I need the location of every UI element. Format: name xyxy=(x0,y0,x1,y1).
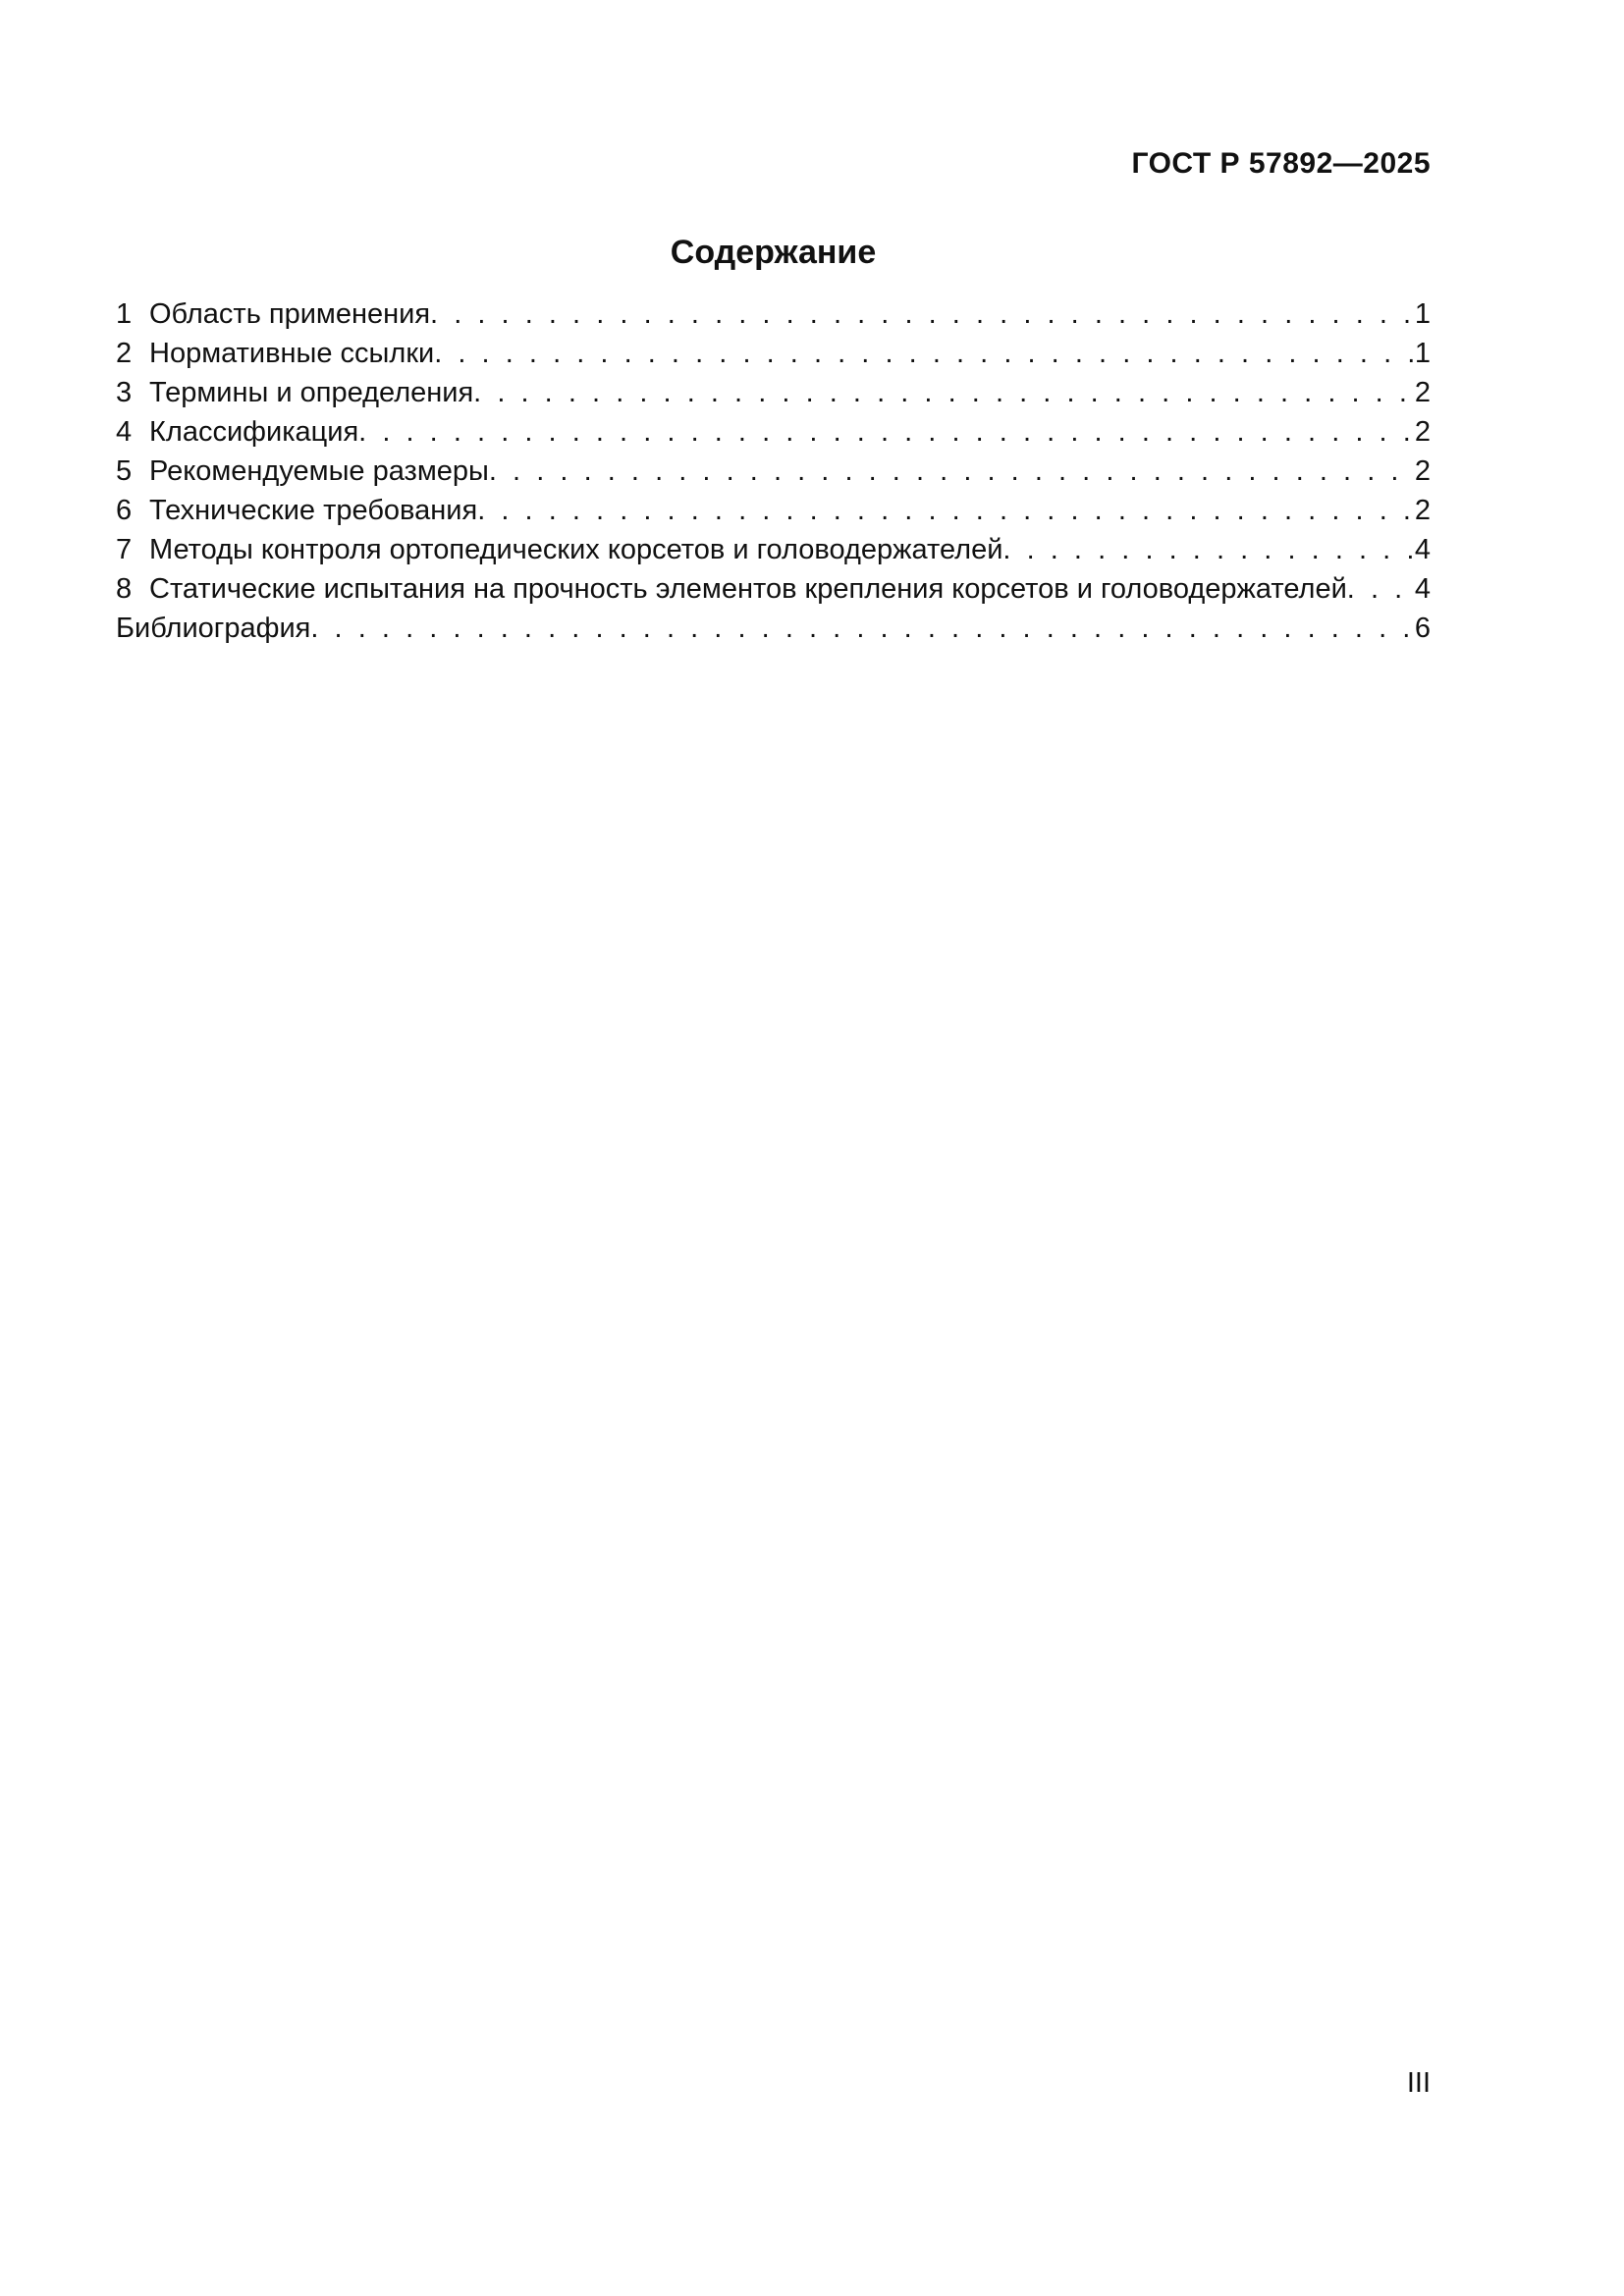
toc-title: Содержание xyxy=(670,234,877,271)
document-code: ГОСТ Р 57892—2025 xyxy=(1131,147,1431,180)
toc-entry-label: Технические требования xyxy=(149,495,478,526)
toc-entry xyxy=(116,569,1431,609)
toc-entry-number: 7 xyxy=(116,534,133,565)
toc-dot-leader xyxy=(477,491,1415,530)
toc-entry-label: Нормативные ссылки xyxy=(149,338,435,369)
toc-dot-leader xyxy=(1347,569,1415,609)
toc-entry-page: 2 xyxy=(1414,416,1431,448)
toc-entry xyxy=(116,491,1431,530)
page-number-footer: III xyxy=(1406,2067,1431,2099)
toc-dot-leader xyxy=(473,373,1415,412)
toc-entry-number: 6 xyxy=(116,495,133,526)
toc-list xyxy=(116,294,1431,648)
toc-entry-page: 2 xyxy=(1414,495,1431,526)
toc-entry xyxy=(116,373,1431,412)
toc-entry-page: 4 xyxy=(1414,534,1431,565)
toc-entry xyxy=(116,294,1431,334)
toc-dot-leader xyxy=(489,452,1415,491)
toc-entry-label: Статические испытания на прочность элементов крепления корсетов и головодержателей xyxy=(149,573,1347,605)
toc-entry-page: 2 xyxy=(1414,455,1431,487)
toc-dot-leader xyxy=(430,294,1415,334)
toc-entry-number: 2 xyxy=(116,338,133,369)
toc-entry-number: 4 xyxy=(116,416,133,448)
toc-entry-label: Термины и определения xyxy=(149,377,474,408)
toc-entry-number: 3 xyxy=(116,377,133,408)
toc-entry-page: 1 xyxy=(1414,338,1431,369)
toc-entry-label: Методы контроля ортопедических корсетов и головодержателей xyxy=(149,534,1003,565)
toc-entry xyxy=(116,452,1431,491)
toc-entry xyxy=(116,609,1431,648)
toc-entry xyxy=(116,530,1431,569)
toc-dot-leader xyxy=(358,412,1415,452)
toc-entry-page: 6 xyxy=(1414,613,1431,644)
toc-entry-page: 1 xyxy=(1414,298,1431,330)
toc-entry-page: 2 xyxy=(1414,377,1431,408)
toc-dot-leader xyxy=(434,334,1415,373)
toc-entry-page: 4 xyxy=(1414,573,1431,605)
toc-entry-number: 1 xyxy=(116,298,133,330)
toc-entry-number: 8 xyxy=(116,573,133,605)
toc-dot-leader xyxy=(1002,530,1414,569)
toc-entry-label: Рекомендуемые размеры xyxy=(149,455,489,487)
toc-entry-number: 5 xyxy=(116,455,133,487)
toc-dot-leader xyxy=(310,609,1414,648)
toc-entry-label: Библиография xyxy=(116,613,311,644)
toc-entry-label: Область применения xyxy=(149,298,431,330)
toc-entry-label: Классификация xyxy=(149,416,359,448)
toc-entry xyxy=(116,412,1431,452)
toc-entry xyxy=(116,334,1431,373)
